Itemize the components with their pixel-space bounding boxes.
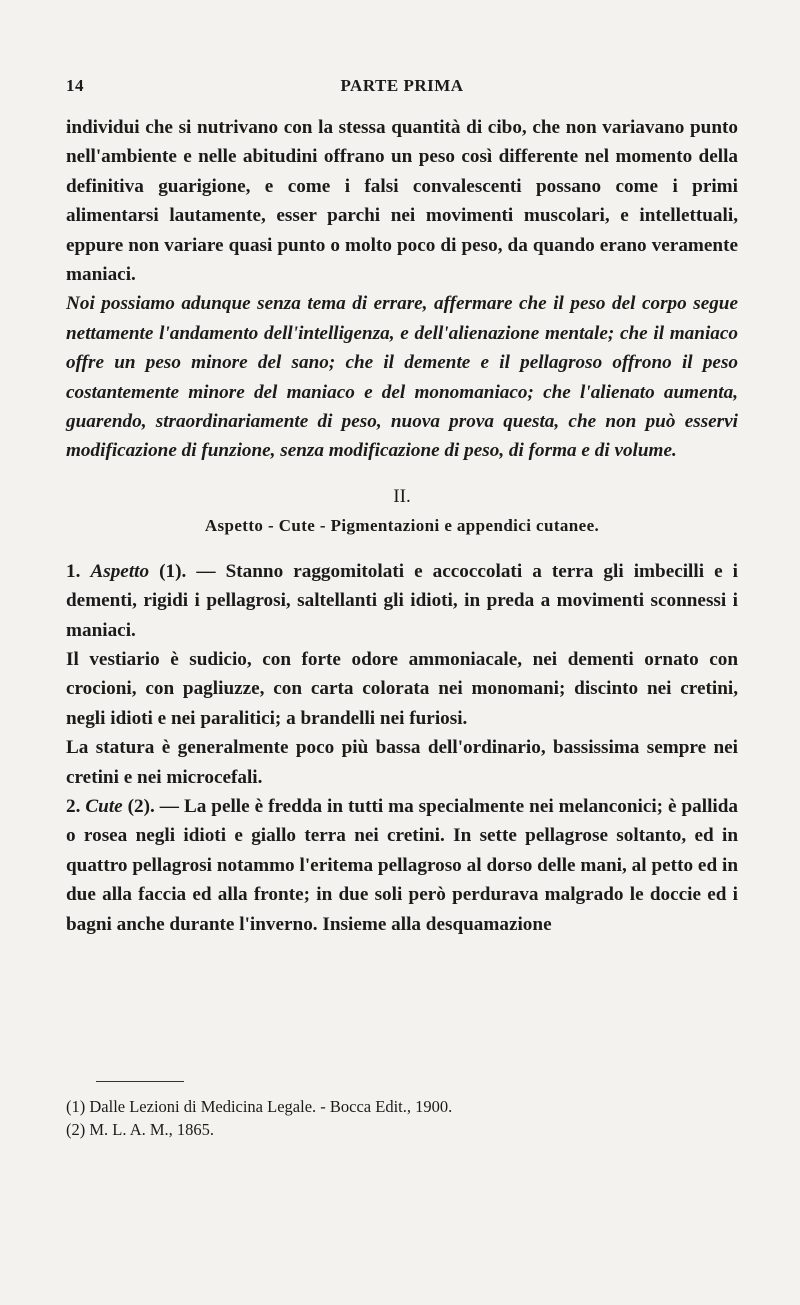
running-head: PARTE PRIMA [340, 76, 464, 95]
section-title: Aspetto - Cute - Pigmentazioni e appendici cutanee. [204, 516, 600, 536]
footnote-ref-2: (2). [127, 795, 155, 817]
item-number-aspetto: 1. [66, 560, 81, 582]
footnotes [66, 1095, 738, 1141]
item-number-cute: 2. [66, 795, 81, 817]
page-header [66, 76, 738, 100]
footnote-2: (2) M. L. A. M., 1865. [66, 1120, 215, 1139]
item-label-aspetto: Aspetto [90, 560, 150, 582]
paragraph-aspetto [66, 557, 738, 645]
paragraph-statura: La statura è generalmente poco più bassa dell'ordinario, bassissima sempre nei cretini e nei microcefali. [66, 737, 738, 788]
item-label-cute: Cute [85, 795, 123, 817]
footnote-1: (1) Dalle Lezioni di Medicina Legale. - Bocca Edit., 1900. [66, 1097, 453, 1116]
aspetto-text: — Stanno raggomitolati e accoccolati a terra gli imbecilli e i dementi, rigidi i pellagrosi, saltellanti gli idioti, in preda a movimenti sconnessi i maniaci. [66, 560, 738, 641]
section-number: II. [393, 485, 411, 507]
paragraph-cute [66, 792, 738, 939]
footnote-divider [96, 1081, 184, 1082]
footnote-ref-1: (1). [159, 560, 187, 582]
paragraph-vestiario: Il vestiario è sudicio, con forte odore ammoniacale, nei dementi ornato con crocioni, con pagliuzze, con carta colorata nei monomani; discinto nei cretini, negli idioti e nei paralitici; a brandelli nei furiosi. [66, 648, 738, 729]
body-text [66, 113, 738, 939]
paragraph-conclusion: Noi possiamo adunque senza tema di errare, affermare che il peso del corpo segue nettamente l'andamento dell'intelligenza, e dell'alienazione mentale; che il maniaco offre un peso minore del sano; che il demente e il pellagroso offrono il peso costantemente minore del maniaco e del monomaniaco; che l'alienato aumenta, guarendo, straordinariamente di peso, nuova prova questa, che non può esservi modificazione di funzione, senza modificazione di peso, di forma e di volume. [66, 293, 738, 462]
page-number: 14 [66, 76, 84, 95]
cute-text: — La pelle è fredda in tutti ma specialmente nei melanconici; è pallida o rosea negli idioti e giallo terra nei cretini. In sette pellagrose soltanto, ed in quattro pellagrosi notammo l'eritema pellagroso al dorso delle mani, al petto ed in due alla faccia ed alla fronte; in due soli però perdurava malgrado le doccie ed i bagni anche durante l'inverno. Insieme alla desquamazione [66, 795, 739, 935]
paragraph-continuation: individui che si nutrivano con la stessa quantità di cibo, che non variavano punto nell'ambiente e nelle abitudini offrano un peso così differente nel momento della definitiva guarigione, e come i falsi convalescenti possano come i primi alimentarsi lautamente, esser parchi nei movimenti muscolari, e intellettuali, eppure non variare quasi punto o molto poco di peso, da quando erano veramente maniaci. [66, 117, 738, 286]
